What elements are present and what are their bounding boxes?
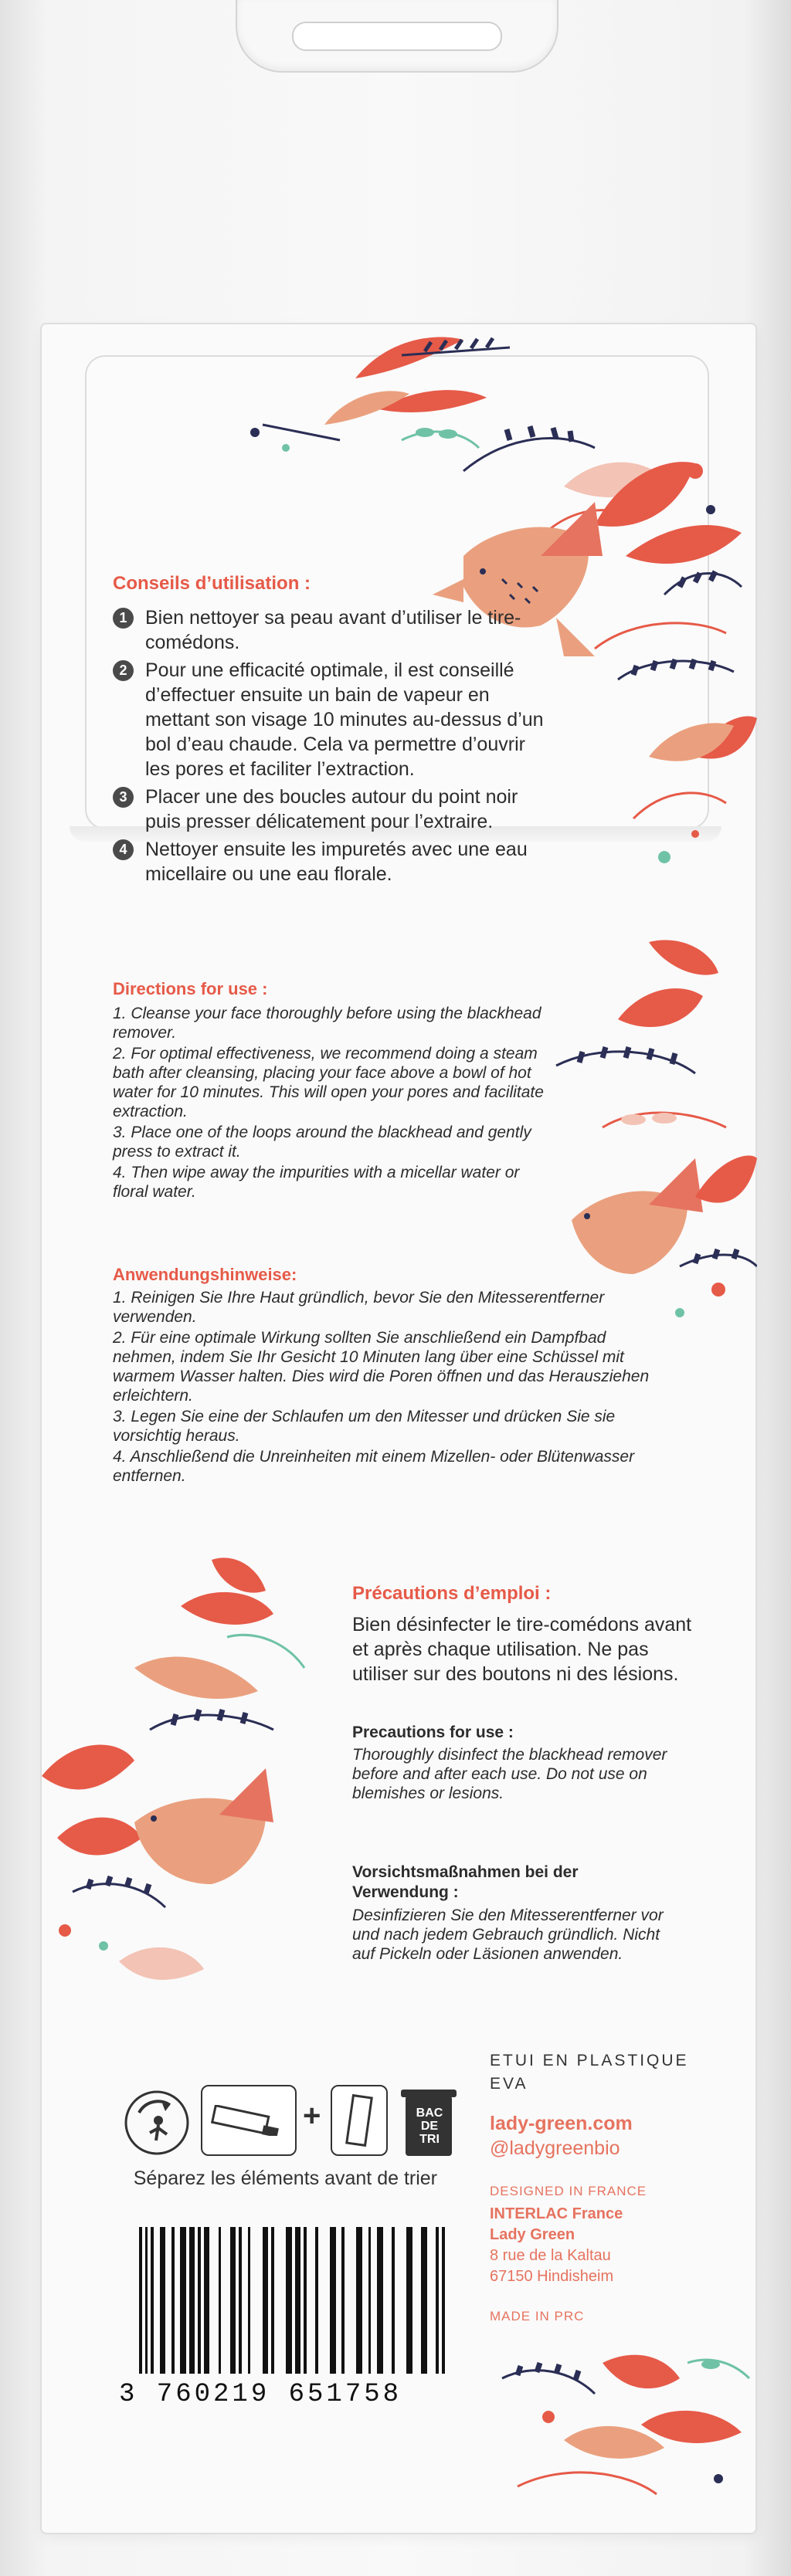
list-item-text: Pour une efficacité optimale, il est conseillé d’effectuer ensuite un bain de vapeur en mettant son visage 10 minutes au-dessus d’un bol d’eau chaude. Cela va permettre d’ouvrir les pores et faciliter l’extraction. [145, 659, 544, 780]
de-precautions-heading: Vorsichtsmaßnahmen bei der Verwendung : [352, 1863, 579, 1901]
made-in-label: MADE IN PRC [490, 2309, 585, 2323]
barcode-bar [154, 2227, 160, 2374]
barcode-bar [204, 2227, 210, 2374]
fr-instructions-heading: Conseils d’utilisation : [113, 573, 311, 594]
fr-precautions-text: Bien désinfecter le tire-comédons avant et après chaque utilisation. Ne pas utiliser sur des boutons ni des lésions. [352, 1614, 692, 1685]
recycling-info [124, 2085, 456, 2162]
street-address: 8 rue de la Kaltau [490, 2247, 611, 2264]
material-label: ETUI EN PLASTIQUE EVA [490, 2052, 689, 2093]
designed-in-label: DESIGNED IN FRANCE [490, 2184, 647, 2198]
list-item [113, 785, 545, 834]
de-instructions-heading: Anwendungshinweise: [113, 1265, 297, 1284]
tube-icon [201, 2085, 297, 2156]
barcode-bar [395, 2227, 406, 2374]
barcode-bar [383, 2227, 392, 2374]
en-instructions-list [113, 1004, 545, 1203]
list-item: 2. For optimal effectiveness, we recommend doing a steam bath after cleansing, placing your face above a bowl of hot water for 10 minutes. This will open your pores and facilitate extraction. [113, 1045, 544, 1120]
barcode-bar [371, 2227, 377, 2374]
fr-precautions-heading: Précautions d’emploi : [352, 1583, 552, 1604]
barcode-bar [307, 2227, 315, 2374]
barcode-bar [406, 2227, 412, 2374]
barcode-bar [263, 2227, 269, 2374]
list-item: 4. Then wipe away the impurities with a micellar water or floral water. [113, 1164, 520, 1201]
list-item [113, 837, 545, 886]
barcode-bar [356, 2227, 362, 2374]
barcode-bar [412, 2227, 421, 2374]
number-badge: 4 [113, 839, 134, 860]
barcode-bar [336, 2227, 342, 2374]
barcode-bar [427, 2227, 436, 2374]
barcode-bar [165, 2227, 171, 2374]
list-item [113, 605, 545, 655]
barcode-bar [189, 2227, 195, 2374]
barcode-bar [377, 2227, 383, 2374]
fr-instructions-list [113, 605, 545, 890]
barcode-bar [445, 2227, 448, 2374]
barcode-bar [180, 2227, 186, 2374]
en-instructions-heading: Directions for use : [113, 979, 268, 998]
list-item: 2. Für eine optimale Wirkung sollten Sie anschließend ein Dampfbad nehmen, indem Sie Ihr Gesicht 10 Minuten lang über eine Schüssel mit warmem Wasser halten. Dies wird die Poren öffnen und das Herausziehen erleichtern. [113, 1329, 650, 1405]
barcode-bar [221, 2227, 229, 2374]
floral-illustration-left [42, 1544, 335, 2023]
hang-hole [292, 22, 502, 51]
en-precautions-text: Thoroughly disinfect the blackhead remover before and after each use. Do not use on blemishes or lesions. [352, 1746, 667, 1802]
number-badge: 2 [113, 660, 134, 681]
number-badge: 1 [113, 608, 134, 629]
plus-icon: + [303, 2099, 321, 2133]
company-address [490, 2204, 691, 2287]
brand-name: Lady Green [490, 2226, 575, 2243]
barcode-bar [250, 2227, 262, 2374]
barcode-bar [230, 2227, 236, 2374]
instagram-handle: @ladygreenbio [490, 2137, 620, 2159]
barcode-bar [421, 2227, 427, 2374]
barcode-number: 3 760219 651758 [119, 2380, 402, 2409]
sorting-instruction: Séparez les éléments avant de trier [133, 2168, 437, 2189]
company-name: INTERLAC France [490, 2205, 623, 2222]
floral-illustration-bottom [487, 2332, 755, 2525]
card-icon [331, 2085, 388, 2156]
list-item-text: Placer une des boucles autour du point noir puis presser délicatement pour l’extraire. [145, 786, 518, 832]
barcode-bars [139, 2227, 448, 2374]
list-item-text: Bien nettoyer sa peau avant d’utiliser le tire-comédons. [145, 607, 521, 653]
number-badge: 3 [113, 787, 134, 808]
list-item: 3. Place one of the loops around the blackhead and gently press to extract it. [113, 1124, 531, 1161]
triman-icon [124, 2090, 190, 2156]
de-precautions-text: Desinfizieren Sie den Mitesserentferner vor und nach jedem Gebrauch gründlich. Nicht auf Pickeln oder Läsionen anwenden. [352, 1907, 664, 1963]
barcode-bar [274, 2227, 286, 2374]
website-link: lady-green.com [490, 2113, 633, 2134]
barcode [119, 2208, 459, 2417]
barcode-bar [345, 2227, 356, 2374]
list-item-text: Nettoyer ensuite les impuretés avec une eau micellaire ou une eau florale. [145, 839, 528, 885]
de-instructions-list [113, 1288, 669, 1487]
city-address: 67150 Hindisheim [490, 2268, 614, 2285]
barcode-bar [160, 2227, 166, 2374]
barcode-bar [362, 2227, 368, 2374]
list-item [113, 658, 545, 781]
list-item: 3. Legen Sie eine der Schlaufen um den Mitesser und drücken Sie sie vorsichtig heraus. [113, 1408, 616, 1445]
bin-label: BAC DE TRI [416, 2107, 443, 2146]
list-item: 1. Reinigen Sie Ihre Haut gründlich, bevor Sie den Mitesserentferner verwenden. [113, 1289, 605, 1326]
list-item: 4. Anschließend die Unreinheiten mit einem Mizellen- oder Blütenwasser entfernen. [113, 1448, 635, 1485]
barcode-bar [242, 2227, 248, 2374]
barcode-bar [175, 2227, 181, 2374]
barcode-bar [209, 2227, 218, 2374]
barcode-bar [330, 2227, 336, 2374]
en-precautions-heading: Precautions for use : [352, 1724, 514, 1741]
barcode-bar [295, 2227, 301, 2374]
barcode-bar [286, 2227, 292, 2374]
barcode-bar [318, 2227, 330, 2374]
list-item: 1. Cleanse your face thoroughly before using the blackhead remover. [113, 1005, 541, 1042]
